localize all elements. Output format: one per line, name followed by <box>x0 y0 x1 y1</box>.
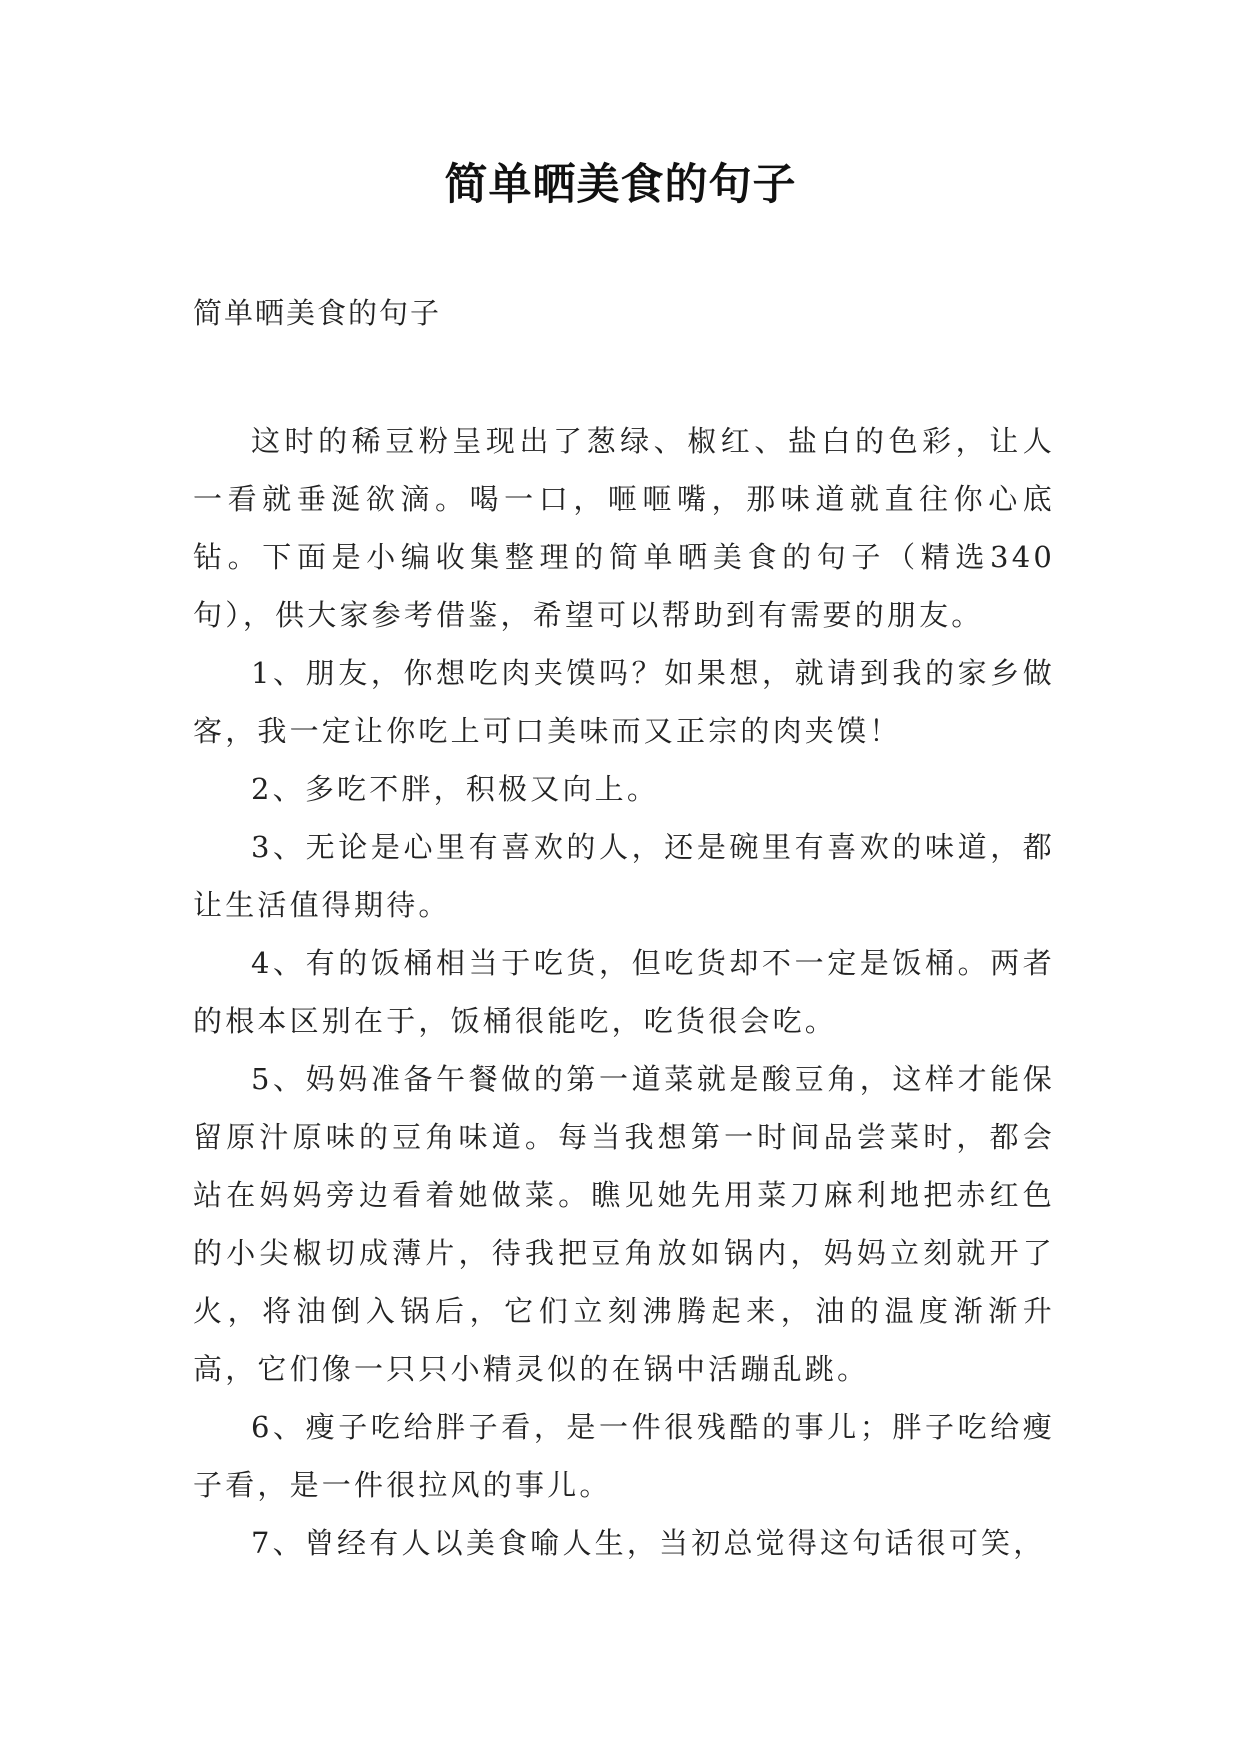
paragraph-intro: 这时的稀豆粉呈现出了葱绿、椒红、盐白的色彩，让人一看就垂涎欲滴。喝一口，咂咂嘴，那味道就直往你心底钻。下面是小编收集整理的简单晒美食的句子（精选340句），供大家参考借鉴，希望可以帮助到有需要的朋友。 <box>193 424 1055 632</box>
document-body <box>193 412 1055 1572</box>
document-subtitle: 简单晒美食的句子 <box>193 296 442 330</box>
paragraph-item-5: 5、妈妈准备午餐做的第一道菜就是酸豆角，这样才能保留原汁原味的豆角味道。每当我想第一时间品尝菜时，都会站在妈妈旁边看着她做菜。瞧见她先用菜刀麻利地把赤红色的小尖椒切成薄片，待我把豆角放如锅内，妈妈立刻就开了火，将油倒入锅后，它们立刻沸腾起来，油的温度渐渐升高，它们像一只只小精灵似的在锅中活蹦乱跳。 <box>193 1062 1055 1386</box>
paragraph-item-6: 6、瘦子吃给胖子看，是一件很残酷的事儿；胖子吃给瘦子看，是一件很拉风的事儿。 <box>193 1410 1055 1502</box>
paragraph-item-4: 4、有的饭桶相当于吃货，但吃货却不一定是饭桶。两者的根本区别在于，饭桶很能吃，吃货很会吃。 <box>193 946 1055 1038</box>
paragraph-item-3: 3、无论是心里有喜欢的人，还是碗里有喜欢的味道，都让生活值得期待。 <box>193 830 1055 922</box>
paragraph-item-1: 1、朋友，你想吃肉夹馍吗？如果想，就请到我的家乡做客，我一定让你吃上可口美味而又正宗的肉夹馍！ <box>193 656 1055 748</box>
paragraph-item-2: 2、多吃不胖，积极又向上。 <box>251 772 660 806</box>
document-title: 简单晒美食的句子 <box>444 160 797 210</box>
paragraph-item-7: 7、曾经有人以美食喻人生，当初总觉得这句话很可笑， <box>251 1526 1046 1560</box>
